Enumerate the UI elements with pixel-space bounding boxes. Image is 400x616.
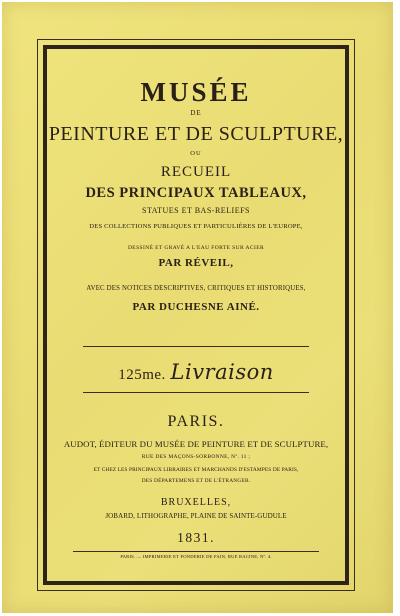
recueil-heading: RECUEIL [160,164,232,180]
title-page [47,49,345,581]
principaux-heading: DES PRINCIPAUX TABLEAUX, [85,185,307,201]
publication-year: 1831. [177,530,215,545]
lithographer-line: JOBARD, LITHOGRAPHE, PLAINE DE SAINTE-GUDULE [105,512,287,520]
departements-line: DES DÉPARTEMENS ET DE L'ÉTRANGER. [141,478,251,484]
top-rule [83,346,309,347]
subtitle: PEINTURE ET DE SCULPTURE, [48,123,344,145]
second-city: BRUXELLES, [160,497,232,508]
notices-line: AVEC DES NOTICES DESCRIPTIVES, CRITIQUES ET HISTORIQUES, [86,285,306,292]
connector-ou: OU [190,150,202,157]
issue-number-value: 125me. [118,367,166,383]
engraving-line: DESSINÉ ET GRAVÉ A L'EAU FORTE SUR ACIER [127,245,265,251]
collections-line: DES COLLECTIONS PUBLIQUES ET PARTICULIÈRES DE L'EUROPE, [89,223,303,230]
statues-line: STATUES ET BAS-RELIEFS [142,206,250,215]
author-name: PAR DUCHESNE AINÉ. [132,301,260,313]
bottom-rule [83,392,309,393]
connector-de: DE [190,109,202,117]
main-title: MUSÉE [140,77,252,107]
printer-imprint: PARIS. — IMPRIMERIE ET FONDERIE DE FAIN, RUE RACINE, Nº. 4. [120,554,272,559]
libraires-line: ET CHEZ LES PRINCIPAUX LIBRAIRES ET MARCHANDS D'ESTAMPES DE PARIS, [93,467,299,473]
engraver-name: PAR RÉVEIL, [158,257,234,269]
publisher-address: RUE DES MAÇONS-SORBONNE, Nº. 11 ; [141,454,251,460]
publisher-line: AUDOT, ÉDITEUR DU MUSÉE DE PEINTURE ET DE SCULPTURE, [63,439,329,449]
imprint-rule [73,551,319,552]
issue-label: Livraison [170,360,274,384]
publication-city: PARIS. [167,413,225,430]
issue-number [47,360,345,385]
